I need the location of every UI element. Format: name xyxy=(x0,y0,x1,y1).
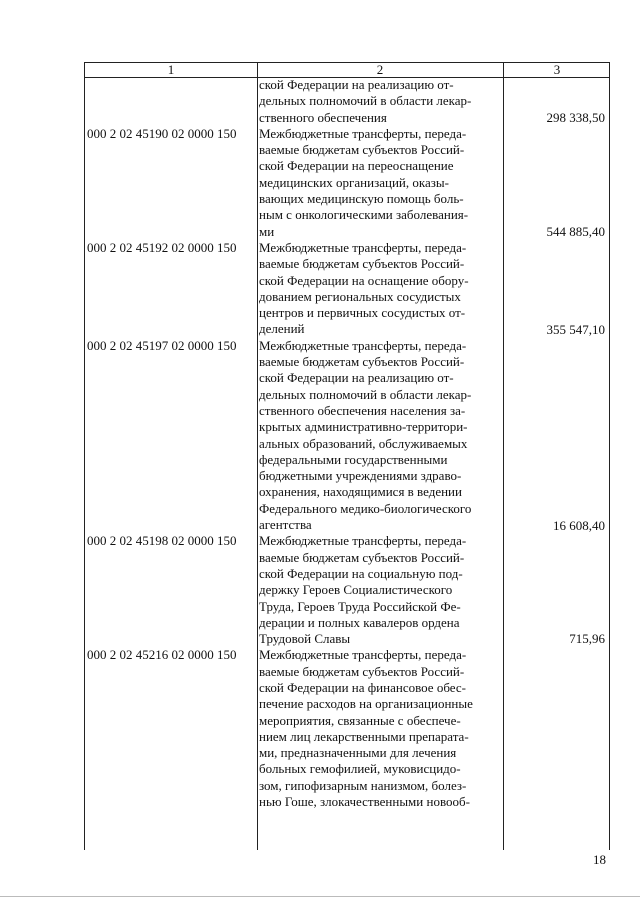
budget-table xyxy=(84,62,610,850)
scan-edge-line xyxy=(0,896,640,897)
table-body xyxy=(85,77,609,810)
page-number: 18 xyxy=(593,852,606,867)
table-row xyxy=(85,533,609,647)
budget-code: 000 2 02 45197 02 0000 150 xyxy=(87,337,237,353)
table-row xyxy=(85,647,609,810)
table-row xyxy=(85,338,609,534)
header-col-2: 2 xyxy=(376,62,384,77)
table-row xyxy=(85,126,609,240)
header-col-3: 3 xyxy=(553,62,561,77)
budget-code: 000 2 02 45216 02 0000 150 xyxy=(87,647,237,663)
budget-code: 000 2 02 45192 02 0000 150 xyxy=(87,239,237,255)
row-description: Межбюджетные трансферты, переда- ваемые бюджетам субъектов Россий- ской Федерации на реализацию от- дельных полномочий в области лекар- ственного обеспечения населения за- крытых административно-территори- альных образований, обслуживаемых федеральными государственными бюджетными учреждениями здраво- охранения, находящимися в ведении Федерального медико-биологического агентства xyxy=(259,337,472,533)
table-row xyxy=(85,77,609,126)
row-description: Межбюджетные трансферты, переда- ваемые бюджетам субъектов Россий- ской Федерации на оснащение обору- дованием региональных сосудистых центров и первичных сосудистых от- делений xyxy=(259,239,469,337)
row-description: Межбюджетные трансферты, переда- ваемые бюджетам субъектов Россий- ской Федерации на переоснащение медицинских организаций, оказы- вающих медицинскую помощь боль- ным с онкологическими заболевания- ми xyxy=(259,125,469,239)
row-description: Межбюджетные трансферты, переда- ваемые бюджетам субъектов Россий- ской Федерации на финансовое обес- печение расходов на организационные мероприятия, связанные с обеспече- нием лиц лекарственными препарата- ми, предназначенными для лечения больных гемофилией, муковисцидо- зом, гипофизарным нанизмом, болез- нью Гоше, злокачественными новооб- xyxy=(259,647,473,810)
budget-code: 000 2 02 45190 02 0000 150 xyxy=(87,125,237,141)
row-amount: 544 885,40 xyxy=(546,223,605,239)
row-amount: 715,96 xyxy=(569,631,605,647)
table-header xyxy=(85,63,609,78)
row-description: ской Федерации на реализацию от- дельных полномочий в области лекар- ственного обеспечения xyxy=(259,77,472,125)
row-amount: 298 338,50 xyxy=(546,110,605,125)
row-amount: 16 608,40 xyxy=(553,517,605,533)
row-amount: 355 547,10 xyxy=(546,321,605,337)
budget-code: 000 2 02 45198 02 0000 150 xyxy=(87,533,237,549)
table-row xyxy=(85,240,609,338)
header-col-1: 1 xyxy=(167,62,175,77)
row-description: Межбюджетные трансферты, переда- ваемые бюджетам субъектов Россий- ской Федерации на социальную под- держку Героев Социалистического Труда, Героев Труда Российской Фе- дерации и полных кавалеров ордена Трудовой Славы xyxy=(259,533,467,647)
